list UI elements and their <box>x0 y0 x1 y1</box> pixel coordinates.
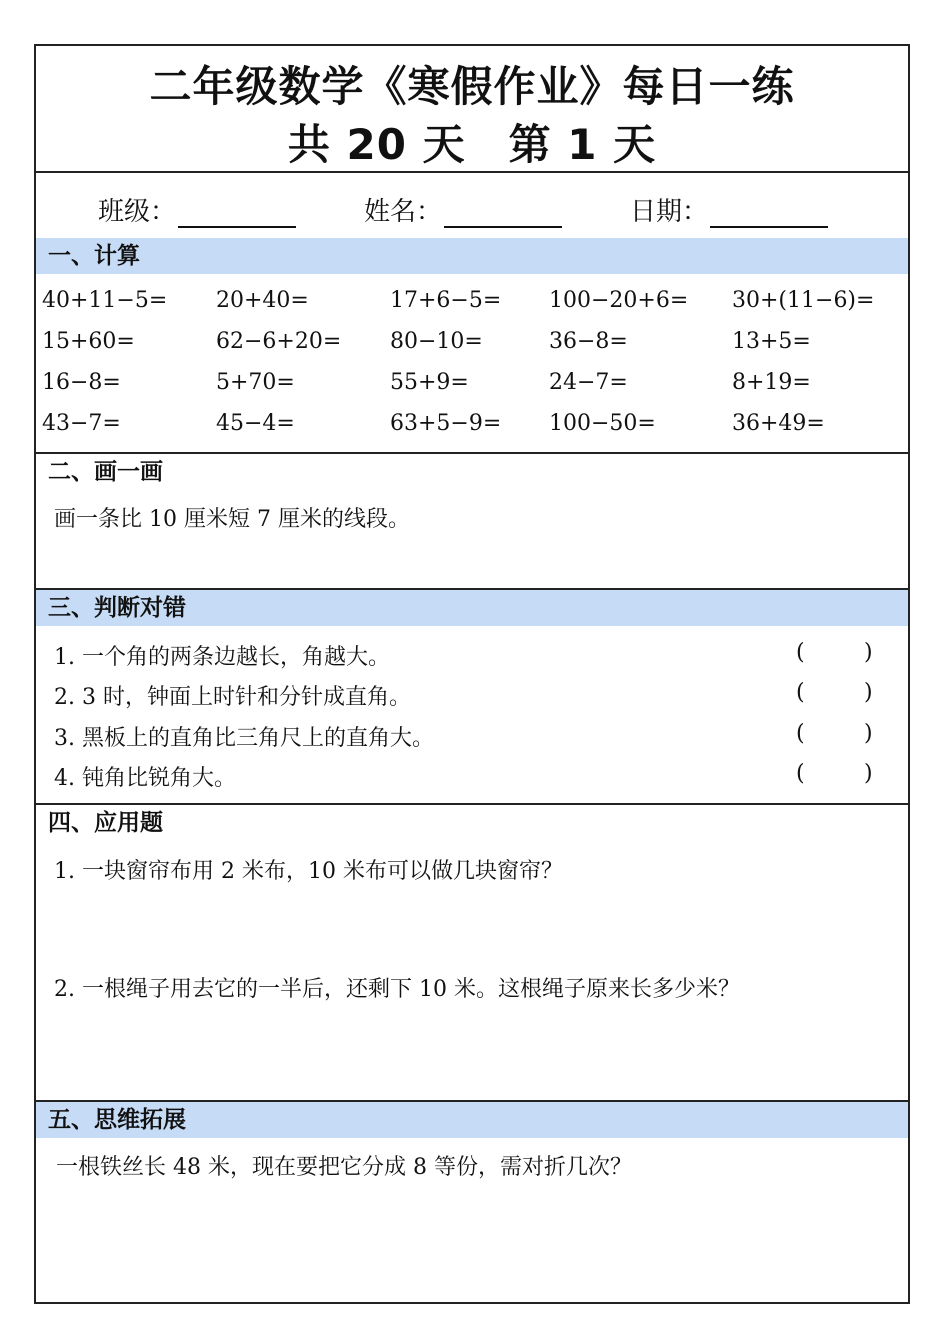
calc-item: 63+5−9= <box>390 411 502 436</box>
calc-item: 20+40= <box>216 288 309 313</box>
date-blank[interactable] <box>710 200 828 228</box>
calc-item: 36−8= <box>549 329 628 354</box>
calc-item: 8+19= <box>732 370 811 395</box>
class-blank[interactable] <box>178 200 296 228</box>
answer-paren-close[interactable]: ) <box>864 721 873 746</box>
apply-question: 1. 一块窗帘布用 2 米布，10 米布可以做几块窗帘？ <box>54 859 563 884</box>
judge-item: 4. 钝角比锐角大。 <box>54 766 236 791</box>
answer-paren-close[interactable]: ) <box>864 640 873 665</box>
answer-paren-open[interactable]: ( <box>796 761 805 786</box>
answer-paren-open[interactable]: ( <box>796 680 805 705</box>
calc-item: 16−8= <box>42 370 121 395</box>
calc-item: 45−4= <box>216 411 295 436</box>
page-subtitle: 共 20 天 第 1 天 <box>287 120 657 169</box>
calc-item: 43−7= <box>42 411 121 436</box>
calc-item: 55+9= <box>390 370 469 395</box>
calc-item: 13+5= <box>732 329 811 354</box>
judge-item: 3. 黑板上的直角比三角尺上的直角大。 <box>54 726 434 751</box>
name-label: 姓名： <box>364 197 443 227</box>
judge-item: 1. 一个角的两条边越长，角越大。 <box>54 645 390 670</box>
think-question: 一根铁丝长 48 米，现在要把它分成 8 等份，需对折几次？ <box>56 1155 632 1180</box>
date-field[interactable] <box>630 191 828 228</box>
calc-item: 80−10= <box>390 329 483 354</box>
answer-paren-open[interactable]: ( <box>796 640 805 665</box>
section-draw-heading: 二、画一画 <box>48 459 163 485</box>
calc-item: 17+6−5= <box>390 288 502 313</box>
page-title: 二年级数学《寒假作业》每日一练 <box>149 62 795 111</box>
class-label: 班级： <box>98 197 177 227</box>
calc-item: 62−6+20= <box>216 329 342 354</box>
name-field[interactable] <box>364 191 562 228</box>
answer-paren-close[interactable]: ) <box>864 761 873 786</box>
calc-item: 5+70= <box>216 370 295 395</box>
calc-item: 36+49= <box>732 411 825 436</box>
calc-item: 30+(11−6)= <box>732 288 875 313</box>
title-block <box>36 46 908 173</box>
class-field[interactable] <box>98 191 296 228</box>
calc-item: 24−7= <box>549 370 628 395</box>
date-label: 日期： <box>630 197 709 227</box>
calc-item: 100−20+6= <box>549 288 689 313</box>
calc-item: 100−50= <box>549 411 656 436</box>
student-info-row <box>36 171 908 237</box>
judge-item: 2. 3 时，钟面上时针和分针成直角。 <box>54 685 411 710</box>
calc-item: 40+11−5= <box>42 288 168 313</box>
section-apply-heading: 四、应用题 <box>48 810 163 836</box>
section-judge-heading: 三、判断对错 <box>36 590 908 626</box>
answer-paren-open[interactable]: ( <box>796 721 805 746</box>
draw-question: 画一条比 10 厘米短 7 厘米的线段。 <box>54 507 410 532</box>
name-blank[interactable] <box>444 200 562 228</box>
worksheet <box>34 44 910 1304</box>
apply-question: 2. 一根绳子用去它的一半后，还剩下 10 米。这根绳子原来长多少米？ <box>54 977 740 1002</box>
section-calc-heading: 一、计算 <box>36 238 908 274</box>
section-think-heading: 五、思维拓展 <box>36 1102 908 1138</box>
calc-item: 15+60= <box>42 329 135 354</box>
answer-paren-close[interactable]: ) <box>864 680 873 705</box>
